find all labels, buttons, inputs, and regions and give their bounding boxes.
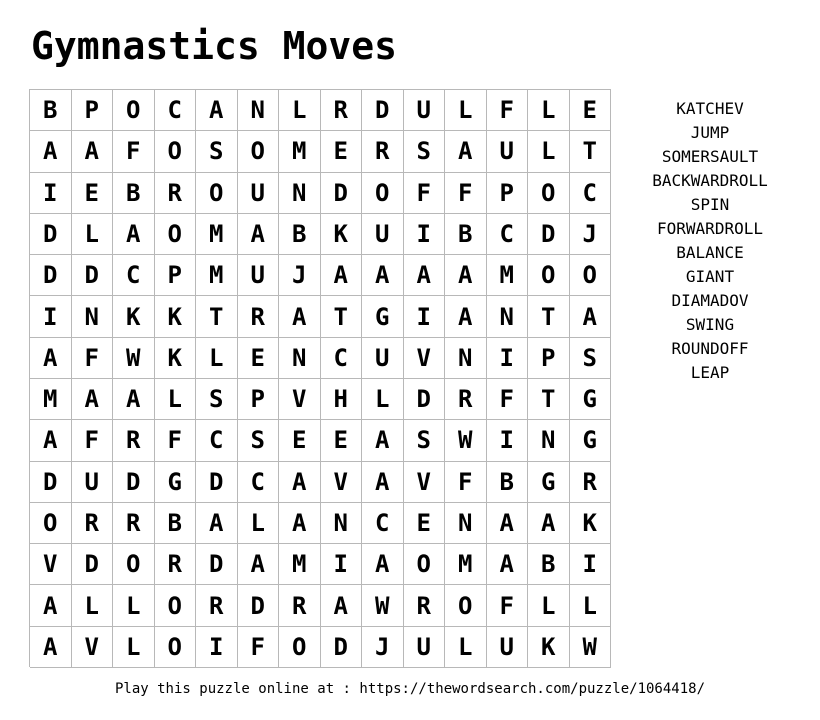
grid-cell[interactable]: N [279,173,321,214]
grid-cell[interactable]: I [30,173,72,214]
grid-cell[interactable]: P [487,173,529,214]
grid-cell[interactable]: J [279,255,321,296]
grid-cell[interactable]: F [113,131,155,172]
grid-cell[interactable]: G [570,420,612,461]
grid-cell[interactable]: O [528,173,570,214]
grid-cell[interactable]: I [570,544,612,585]
grid-cell[interactable]: L [279,90,321,131]
grid-row [30,296,611,337]
grid-cell[interactable]: J [570,214,612,255]
word-list-item: LEAP [690,363,730,382]
grid-cell[interactable]: W [113,338,155,379]
grid-cell[interactable]: A [362,420,404,461]
grid-cell[interactable]: A [30,420,72,461]
grid-cell[interactable]: I [196,627,238,668]
grid-row [30,627,611,668]
grid-cell[interactable]: C [362,503,404,544]
word-list-item: BALANCE [676,243,744,262]
grid-cell[interactable]: T [321,296,363,337]
grid-cell[interactable]: U [238,255,280,296]
grid-cell[interactable]: O [445,585,487,626]
grid-cell[interactable]: S [404,420,446,461]
word-list-item: SPIN [690,195,730,214]
grid-cell[interactable]: O [113,544,155,585]
grid-row [30,420,611,461]
grid-cell[interactable]: I [321,544,363,585]
grid-cell[interactable]: O [155,131,197,172]
grid-cell[interactable]: R [279,585,321,626]
grid-cell[interactable]: O [528,255,570,296]
grid-cell[interactable]: M [279,544,321,585]
grid-cell[interactable]: D [30,462,72,503]
grid-cell[interactable]: O [238,131,280,172]
grid-cell[interactable]: D [113,462,155,503]
grid-cell[interactable]: U [487,627,529,668]
word-list-item: SWING [685,315,735,334]
grid-cell[interactable]: N [321,503,363,544]
grid-cell[interactable]: A [196,90,238,131]
grid-cell[interactable]: H [321,379,363,420]
grid-cell[interactable]: E [570,90,612,131]
grid-cell[interactable]: A [404,255,446,296]
grid-cell[interactable]: N [72,296,114,337]
grid-cell[interactable]: A [30,627,72,668]
grid-row [30,544,611,585]
grid-cell[interactable]: V [279,379,321,420]
grid-cell[interactable]: L [528,585,570,626]
grid-cell[interactable]: A [72,379,114,420]
grid-cell[interactable]: F [487,90,529,131]
grid-cell[interactable]: F [72,338,114,379]
grid-cell[interactable]: A [321,585,363,626]
grid-cell[interactable]: G [570,379,612,420]
word-list-item: SOMERSAULT [661,147,759,166]
grid-cell[interactable]: A [445,255,487,296]
grid-cell[interactable]: S [196,131,238,172]
grid-cell[interactable]: A [279,296,321,337]
grid-cell[interactable]: P [238,379,280,420]
letter-grid[interactable] [29,89,611,667]
grid-row [30,214,611,255]
grid-cell[interactable]: B [113,173,155,214]
grid-cell[interactable]: D [362,90,404,131]
grid-cell[interactable]: L [362,379,404,420]
grid-cell[interactable]: N [528,420,570,461]
grid-cell[interactable]: W [445,420,487,461]
grid-cell[interactable]: D [72,255,114,296]
grid-cell[interactable]: C [570,173,612,214]
grid-cell[interactable]: D [30,255,72,296]
grid-cell[interactable]: U [487,131,529,172]
grid-cell[interactable]: I [487,338,529,379]
grid-cell[interactable]: M [196,214,238,255]
grid-cell[interactable]: K [570,503,612,544]
grid-cell[interactable]: D [196,462,238,503]
grid-cell[interactable]: B [528,544,570,585]
footer-link-text: Play this puzzle online at : https://thewordsearch.com/puzzle/1064418/ [114,681,705,697]
grid-cell[interactable]: F [487,585,529,626]
grid-cell[interactable]: V [30,544,72,585]
grid-cell[interactable]: R [113,420,155,461]
grid-cell[interactable]: R [404,585,446,626]
grid-cell[interactable]: E [279,420,321,461]
grid-cell[interactable]: R [445,379,487,420]
grid-cell[interactable]: C [487,214,529,255]
grid-cell[interactable]: E [72,173,114,214]
grid-cell[interactable]: M [279,131,321,172]
grid-cell[interactable]: A [113,379,155,420]
grid-cell[interactable]: L [445,90,487,131]
grid-cell[interactable]: L [113,585,155,626]
grid-row [30,379,611,420]
grid-cell[interactable]: I [487,420,529,461]
grid-cell[interactable]: A [570,296,612,337]
grid-cell[interactable]: L [445,627,487,668]
grid-row [30,90,611,131]
grid-cell[interactable]: R [155,544,197,585]
grid-cell[interactable]: V [404,462,446,503]
grid-cell[interactable]: N [445,503,487,544]
grid-cell[interactable]: U [362,338,404,379]
grid-cell[interactable]: T [196,296,238,337]
grid-cell[interactable]: F [445,173,487,214]
grid-cell[interactable]: S [570,338,612,379]
grid-cell[interactable]: D [196,544,238,585]
grid-cell[interactable]: F [404,173,446,214]
grid-cell[interactable]: F [155,420,197,461]
grid-cell[interactable]: M [487,255,529,296]
grid-cell[interactable]: A [238,544,280,585]
grid-cell[interactable]: D [528,214,570,255]
grid-cell[interactable]: V [72,627,114,668]
grid-cell[interactable]: P [528,338,570,379]
grid-cell[interactable]: K [155,296,197,337]
grid-cell[interactable]: W [570,627,612,668]
grid-cell[interactable]: T [528,296,570,337]
grid-cell[interactable]: R [196,585,238,626]
grid-cell[interactable]: K [155,338,197,379]
grid-cell[interactable]: D [321,173,363,214]
grid-cell[interactable]: A [279,503,321,544]
grid-cell[interactable]: T [528,379,570,420]
word-list-item: BACKWARDROLL [652,171,768,190]
grid-cell[interactable]: U [404,90,446,131]
grid-cell[interactable]: A [487,503,529,544]
grid-cell[interactable]: L [528,90,570,131]
grid-cell[interactable]: O [155,627,197,668]
grid-cell[interactable]: O [113,90,155,131]
grid-cell[interactable]: G [362,296,404,337]
grid-row [30,131,611,172]
grid-cell[interactable]: B [30,90,72,131]
grid-cell[interactable]: N [487,296,529,337]
grid-cell[interactable]: C [196,420,238,461]
grid-cell[interactable]: G [528,462,570,503]
grid-cell[interactable]: A [445,131,487,172]
grid-row [30,462,611,503]
grid-cell[interactable]: S [196,379,238,420]
grid-cell[interactable]: N [279,338,321,379]
grid-cell[interactable]: M [445,544,487,585]
grid-cell[interactable]: V [321,462,363,503]
word-list-item: FORWARDROLL [657,219,763,238]
grid-cell[interactable]: O [155,214,197,255]
grid-cell[interactable]: V [404,338,446,379]
grid-cell[interactable]: D [72,544,114,585]
grid-cell[interactable]: J [362,627,404,668]
grid-cell[interactable]: O [570,255,612,296]
grid-cell[interactable]: L [155,379,197,420]
grid-cell[interactable]: M [30,379,72,420]
grid-cell[interactable]: C [155,90,197,131]
grid-cell[interactable]: L [196,338,238,379]
grid-cell[interactable]: L [72,585,114,626]
grid-cell[interactable]: O [362,173,404,214]
grid-cell[interactable]: C [113,255,155,296]
grid-cell[interactable]: L [72,214,114,255]
grid-cell[interactable]: R [238,296,280,337]
grid-cell[interactable]: D [30,214,72,255]
grid-cell[interactable]: D [404,379,446,420]
grid-cell[interactable]: O [196,173,238,214]
grid-cell[interactable]: A [445,296,487,337]
grid-cell[interactable]: B [445,214,487,255]
grid-cell[interactable]: O [279,627,321,668]
grid-cell[interactable]: K [113,296,155,337]
grid-cell[interactable]: R [321,90,363,131]
grid-row [30,585,611,626]
grid-cell[interactable]: K [321,214,363,255]
grid-cell[interactable]: B [279,214,321,255]
grid-cell[interactable]: L [528,131,570,172]
grid-cell[interactable]: U [72,462,114,503]
word-list-item: KATCHEV [676,99,744,118]
grid-cell[interactable]: E [321,420,363,461]
grid-cell[interactable]: B [155,503,197,544]
grid-cell[interactable]: L [238,503,280,544]
grid-cell[interactable]: C [321,338,363,379]
grid-cell[interactable]: I [404,296,446,337]
grid-cell[interactable]: F [487,379,529,420]
word-list-item: ROUNDOFF [671,339,749,358]
grid-cell[interactable]: F [238,627,280,668]
grid-cell[interactable]: A [113,214,155,255]
grid-cell[interactable]: S [404,131,446,172]
grid-cell[interactable]: A [30,338,72,379]
grid-cell[interactable]: C [238,462,280,503]
word-list-item: JUMP [690,123,730,142]
grid-cell[interactable]: K [528,627,570,668]
grid-row [30,503,611,544]
grid-cell[interactable]: B [487,462,529,503]
grid-cell[interactable]: N [238,90,280,131]
grid-cell[interactable]: A [362,462,404,503]
grid-cell[interactable]: R [155,173,197,214]
grid-cell[interactable]: R [362,131,404,172]
grid-cell[interactable]: I [404,214,446,255]
grid-cell[interactable]: W [362,585,404,626]
grid-cell[interactable]: A [279,462,321,503]
grid-cell[interactable]: U [362,214,404,255]
grid-cell[interactable]: S [238,420,280,461]
grid-cell[interactable]: R [570,462,612,503]
word-list-item: DIAMADOV [671,291,749,310]
grid-row [30,338,611,379]
grid-cell[interactable]: O [155,585,197,626]
grid-cell[interactable]: D [238,585,280,626]
grid-cell[interactable]: T [570,131,612,172]
grid-cell[interactable]: N [445,338,487,379]
grid-cell[interactable]: E [321,131,363,172]
grid-cell[interactable]: F [72,420,114,461]
grid-cell[interactable]: I [30,296,72,337]
grid-cell[interactable]: A [196,503,238,544]
grid-cell[interactable]: A [72,131,114,172]
grid-cell[interactable]: O [404,544,446,585]
grid-cell[interactable]: A [30,585,72,626]
grid-row [30,255,611,296]
word-list [630,97,790,385]
grid-cell[interactable]: R [113,503,155,544]
grid-cell[interactable]: G [155,462,197,503]
grid-cell[interactable]: A [362,544,404,585]
grid-cell[interactable]: L [113,627,155,668]
grid-cell[interactable]: F [445,462,487,503]
page-title: Gymnastics Moves [31,24,398,68]
grid-cell[interactable]: E [238,338,280,379]
grid-cell[interactable]: U [238,173,280,214]
word-list-item: GIANT [685,267,735,286]
grid-row [30,173,611,214]
grid-cell[interactable]: A [362,255,404,296]
grid-cell[interactable]: M [196,255,238,296]
grid-cell[interactable]: L [570,585,612,626]
grid-cell[interactable]: A [238,214,280,255]
grid-cell[interactable]: A [30,131,72,172]
grid-cell[interactable]: A [487,544,529,585]
grid-cell[interactable]: P [155,255,197,296]
grid-cell[interactable]: E [404,503,446,544]
grid-cell[interactable]: U [404,627,446,668]
grid-cell[interactable]: R [72,503,114,544]
grid-cell[interactable]: P [72,90,114,131]
grid-cell[interactable]: O [30,503,72,544]
grid-cell[interactable]: D [321,627,363,668]
grid-cell[interactable]: A [321,255,363,296]
grid-cell[interactable]: A [528,503,570,544]
